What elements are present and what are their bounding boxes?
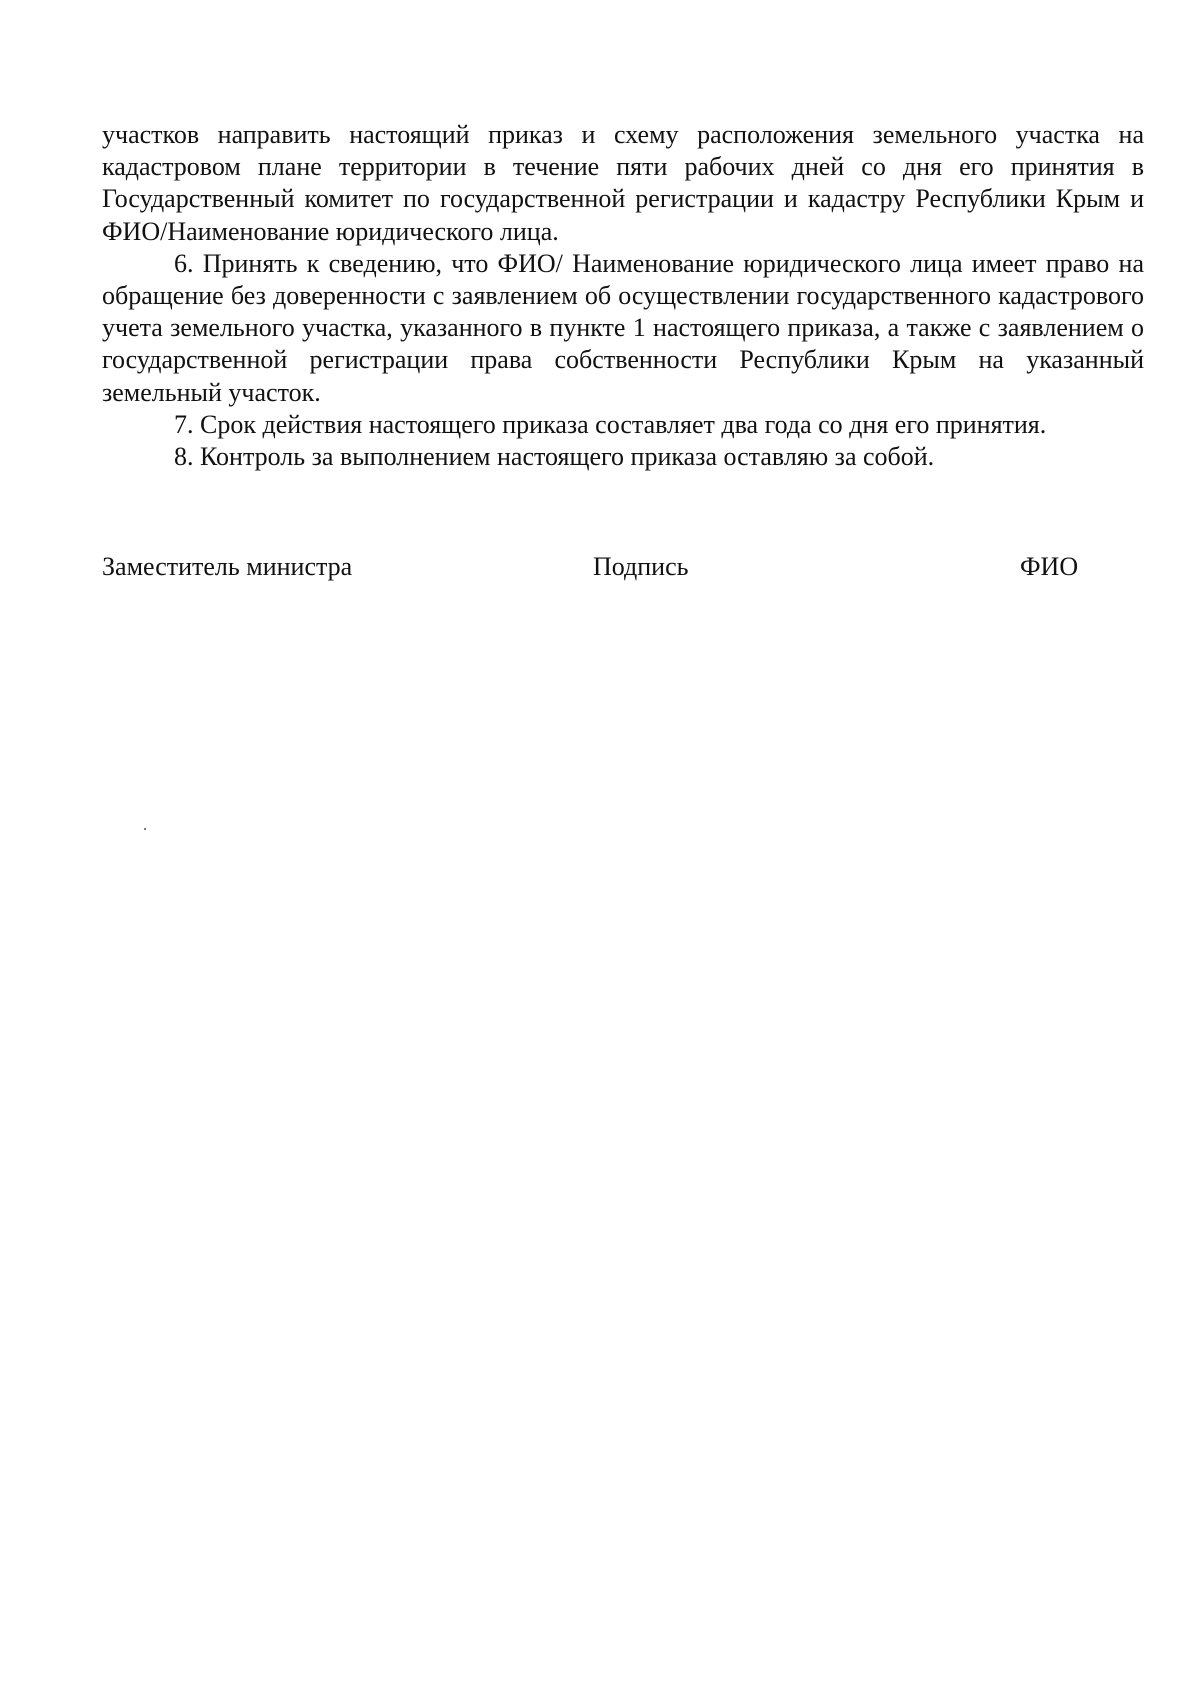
signatory-position: Заместитель министра xyxy=(102,552,353,581)
paragraph-item-8: 8. Контроль за выполнением настоящего приказа оставляю за собой. xyxy=(174,442,935,472)
signature-placeholder: Подпись xyxy=(593,552,689,581)
paragraph-continuation: участков направить настоящий приказ и схему расположения земельного участка на кадастровом плане территории в течение пяти рабочих дней со дня его принятия в Государственный комитет по государственной регистрации и кадастру Республики Крым и ФИО/Наименование юридического лица. xyxy=(102,120,1144,246)
document-body xyxy=(102,119,1144,473)
signatory-name-placeholder: ФИО xyxy=(1020,552,1079,581)
signature-block xyxy=(0,551,1200,591)
paragraph-item-6: 6. Принять к сведению, что ФИО/ Наименование юридического лица имеет право на обращение без доверенности с заявлением об осуществлении государственного кадастрового учета земельного участка, указанного в пункте 1 настоящего приказа, а также с заявлением о государственной регистрации права собственности Республики Крым на указанный земельный участок. xyxy=(102,248,1144,407)
paragraph-item-7: 7. Срок действия настоящего приказа составляет два года со дня его принятия. xyxy=(174,409,1047,439)
scan-speck xyxy=(144,828,146,830)
